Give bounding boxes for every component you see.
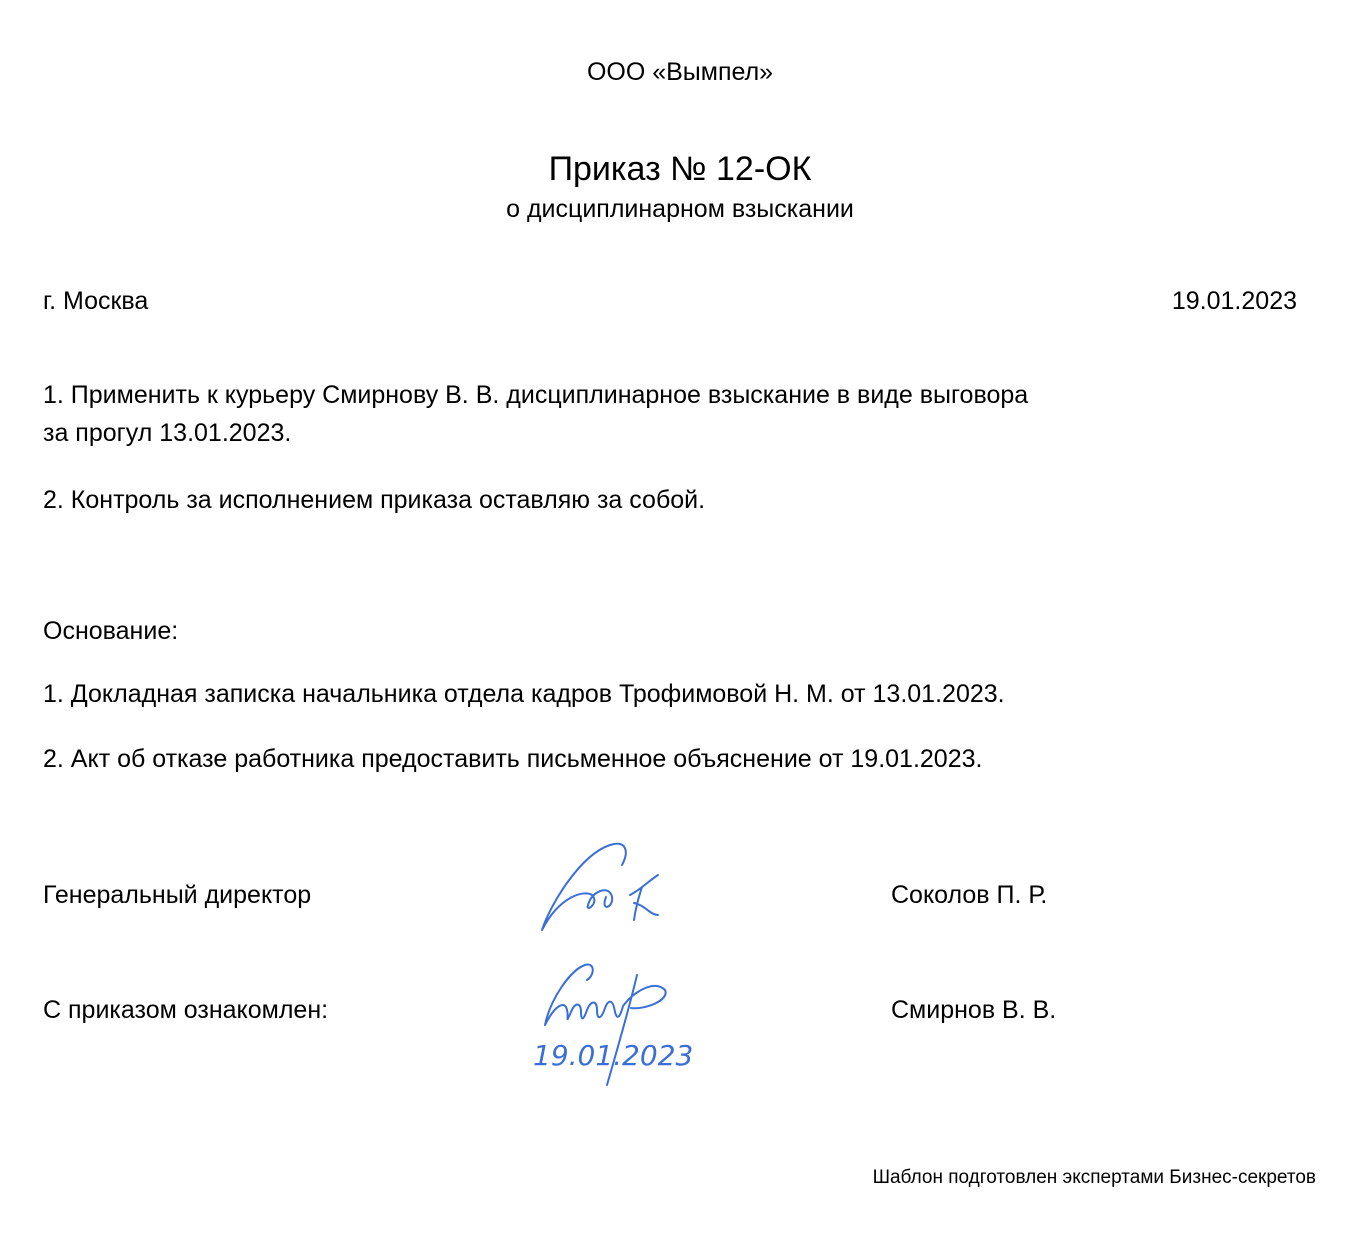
basis-heading: Основание:: [43, 617, 179, 645]
acknowledged-label: С приказом ознакомлен:: [43, 996, 329, 1024]
city: г. Москва: [43, 287, 149, 315]
employee-signature: [525, 950, 705, 1090]
employee-name: Смирнов В. В.: [891, 996, 1057, 1024]
basis-item-1: 1. Докладная записка начальника отдела кадров Трофимовой Н. М. от 13.01.2023.: [43, 680, 1005, 708]
director-name: Соколов П. Р.: [891, 881, 1048, 909]
signature-date: 19.01.2023: [533, 1039, 694, 1072]
order-subtitle: о дисциплинарном взыскании: [506, 195, 854, 223]
order-item-1: [43, 376, 1028, 452]
template-footer: Шаблон подготовлен экспертами Бизнес-секретов: [872, 1167, 1316, 1188]
order-title: Приказ № 12-ОК: [548, 150, 812, 188]
order-item-1-line1: 1. Применить к курьеру Смирнову В. В. дисциплинарное взыскание в виде выговора: [43, 381, 1029, 409]
order-date: 19.01.2023: [1171, 287, 1297, 315]
basis-item-2: 2. Акт об отказе работника предоставить письменное объяснение от 19.01.2023.: [43, 745, 983, 773]
order-item-1-line2: за прогул 13.01.2023.: [43, 419, 292, 447]
director-signature: [530, 835, 690, 935]
organization-name: ООО «Вымпел»: [586, 58, 774, 86]
order-item-2: 2. Контроль за исполнением приказа оставляю за собой.: [43, 486, 706, 514]
director-label: Генеральный директор: [43, 881, 312, 909]
